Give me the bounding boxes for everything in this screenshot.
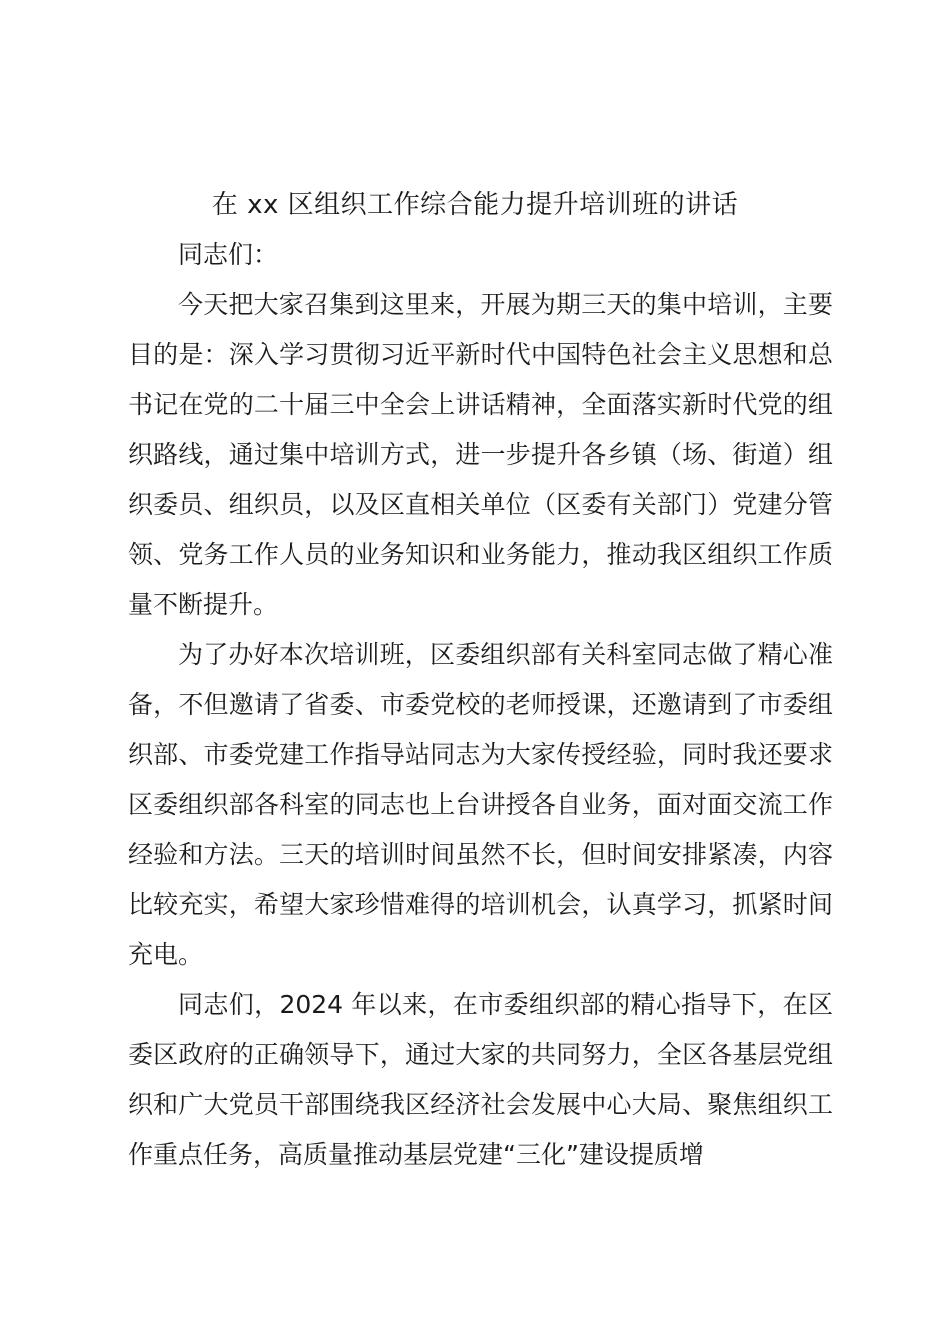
paragraph-3: 同志们，2024 年以来，在市委组织部的精心指导下，在区委区政府的正确领导下，通过大家的共同努力，全区各基层党组织和广大党员干部围绕我区经济社会发展中心大局、聚焦组织工作重点任务，高质量推动基层党建“三化”建设提质增 [128,990,833,1169]
paragraph-2: 为了办好本次培训班，区委组织部有关科室同志做了精心准备，不但邀请了省委、市委党校的老师授课，还邀请到了市委组织部、市委党建工作指导站同志为大家传授经验，同时我还要求区委组织部各科室的同志也上台讲授各自业务，面对面交流工作经验和方法。三天的培训时间虽然不长，但时间安排紧凑，内容比较充实，希望大家珍惜难得的培训机会，认真学习，抓紧时间充电。 [128,640,833,969]
greeting: 同志们： [178,240,279,269]
paragraph-1: 今天把大家召集到这里来，开展为期三天的集中培训，主要目的是：深入学习贯彻习近平新时代中国特色社会主义思想和总书记在党的二十届三中全会上讲话精神，全面落实新时代党的组织路线，通过集中培训方式，进一步提升各乡镇（场、街道）组织委员、组织员，以及区直相关单位（区委有关部门）党建分管领、党务工作人员的业务知识和业务能力，推动我区组织工作质量不断提升。 [128,290,833,619]
document-title: 在 xx 区组织工作综合能力提升培训班的讲话 [211,190,739,220]
document-body [128,230,833,1180]
